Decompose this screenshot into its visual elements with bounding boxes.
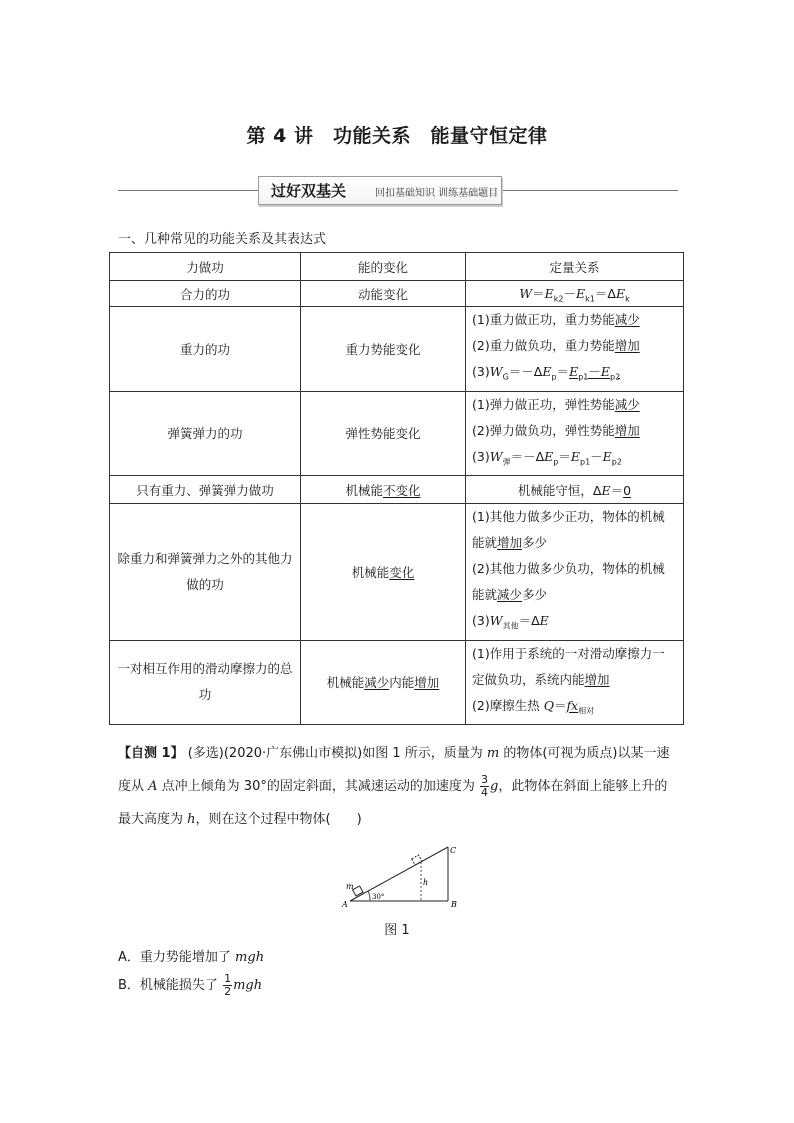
row-force: 重力的功 bbox=[110, 307, 301, 392]
row-change: 机械能减少内能增加 bbox=[301, 640, 466, 725]
banner-main-text: 过好双基关 bbox=[271, 182, 347, 200]
table-row bbox=[110, 307, 684, 392]
fraction-three-quarters: $\frac{3}{4}$ bbox=[480, 773, 488, 799]
row-relation: 机械能守恒，ΔE＝0 bbox=[466, 476, 684, 504]
row-force: 合力的功 bbox=[110, 281, 301, 307]
table-row bbox=[110, 281, 684, 307]
table-row bbox=[110, 504, 684, 641]
problem-text: 【自测 1】 (多选)(2020·广东佛山市模拟)如图 1 所示，质量为 m 的物体(可视为质点)以某一速度从 A 点冲上倾角为 30°的固定斜面，其减速运动的加速度为 $\frac{3}{4}$ g，此物体在斜面上能够上升的最大高度为 h，则在这个过程中物体( ) bbox=[118, 746, 670, 827]
option-a-letter: A． bbox=[118, 950, 140, 965]
section-heading: 一、几种常见的功能关系及其表达式 bbox=[118, 232, 327, 247]
row-change: 重力势能变化 bbox=[301, 307, 466, 392]
header-change: 能的变化 bbox=[301, 253, 466, 281]
row-relation: (1)其他力做多少正功，物体的机械能就增加多少 (2)其他力做多少负功，物体的机械能就减少多少 $(3)W_{其他}=\Delta E$ bbox=[466, 504, 684, 641]
table-row bbox=[110, 640, 684, 725]
row-force: 弹簧弹力的功 bbox=[110, 391, 301, 476]
header-force: 力做功 bbox=[110, 253, 301, 281]
label-h: h bbox=[423, 878, 429, 887]
banner-sub-text: 回扣基础知识 训练基础题目 bbox=[375, 188, 499, 199]
option-b: B．机械能损失了 $\frac{1}{2}$ mgh bbox=[118, 972, 263, 998]
row-relation: $W=E_{k2}-E_{k1}=\Delta E_k$ bbox=[466, 281, 684, 307]
row-force: 除重力和弹簧弹力之外的其他力做的功 bbox=[110, 504, 301, 641]
row-change: 弹性势能变化 bbox=[301, 391, 466, 476]
banner-rule-right bbox=[502, 190, 678, 191]
row-change: 动能变化 bbox=[301, 281, 466, 307]
banner-box bbox=[258, 176, 502, 205]
problem-tag: 【自测 1】 bbox=[118, 746, 184, 761]
row-relation: (1)作用于系统的一对滑动摩擦力一定做负功，系统内能增加 (2)摩擦生热 $Q=fx_{相对}$ bbox=[466, 640, 684, 725]
label-m: m bbox=[346, 882, 354, 891]
fraction-one-half: $\frac{1}{2}$ bbox=[224, 972, 232, 998]
row-change: 机械能不变化 bbox=[301, 476, 466, 504]
page-title: 第 4 讲 功能关系 能量守恒定律 bbox=[246, 125, 548, 147]
header-relation: 定量关系 bbox=[466, 253, 684, 281]
label-A: A bbox=[342, 900, 348, 908]
table-row bbox=[110, 476, 684, 504]
option-b-letter: B． bbox=[118, 978, 140, 993]
incline-figure bbox=[340, 843, 460, 908]
relations-table bbox=[109, 252, 684, 725]
table-row bbox=[110, 391, 684, 476]
option-a: A．重力势能增加了 mgh bbox=[118, 950, 265, 965]
figure-caption: 图 1 bbox=[384, 923, 410, 938]
row-relation: (1)弹力做正功，弹性势能减少 (2)弹力做负功，弹性势能增加 $(3)W_弹=-\Delta E_p=E_{p1}-E_{p2}$ bbox=[466, 391, 684, 476]
section-banner bbox=[118, 173, 678, 207]
label-angle: 30° bbox=[372, 893, 385, 901]
row-force: 只有重力、弹簧弹力做功 bbox=[110, 476, 301, 504]
label-B: B bbox=[451, 900, 457, 908]
table-header-row bbox=[110, 253, 684, 281]
label-C: C bbox=[450, 846, 457, 855]
banner-rule-left bbox=[118, 190, 258, 191]
row-force: 一对相互作用的滑动摩擦力的总功 bbox=[110, 640, 301, 725]
row-change: 机械能变化 bbox=[301, 504, 466, 641]
row-relation: (1)重力做正功，重力势能减少 (2)重力做负功，重力势能增加 $(3)W_G=-\Delta E_p=E_{p1}-E_{p2}$ bbox=[466, 307, 684, 392]
